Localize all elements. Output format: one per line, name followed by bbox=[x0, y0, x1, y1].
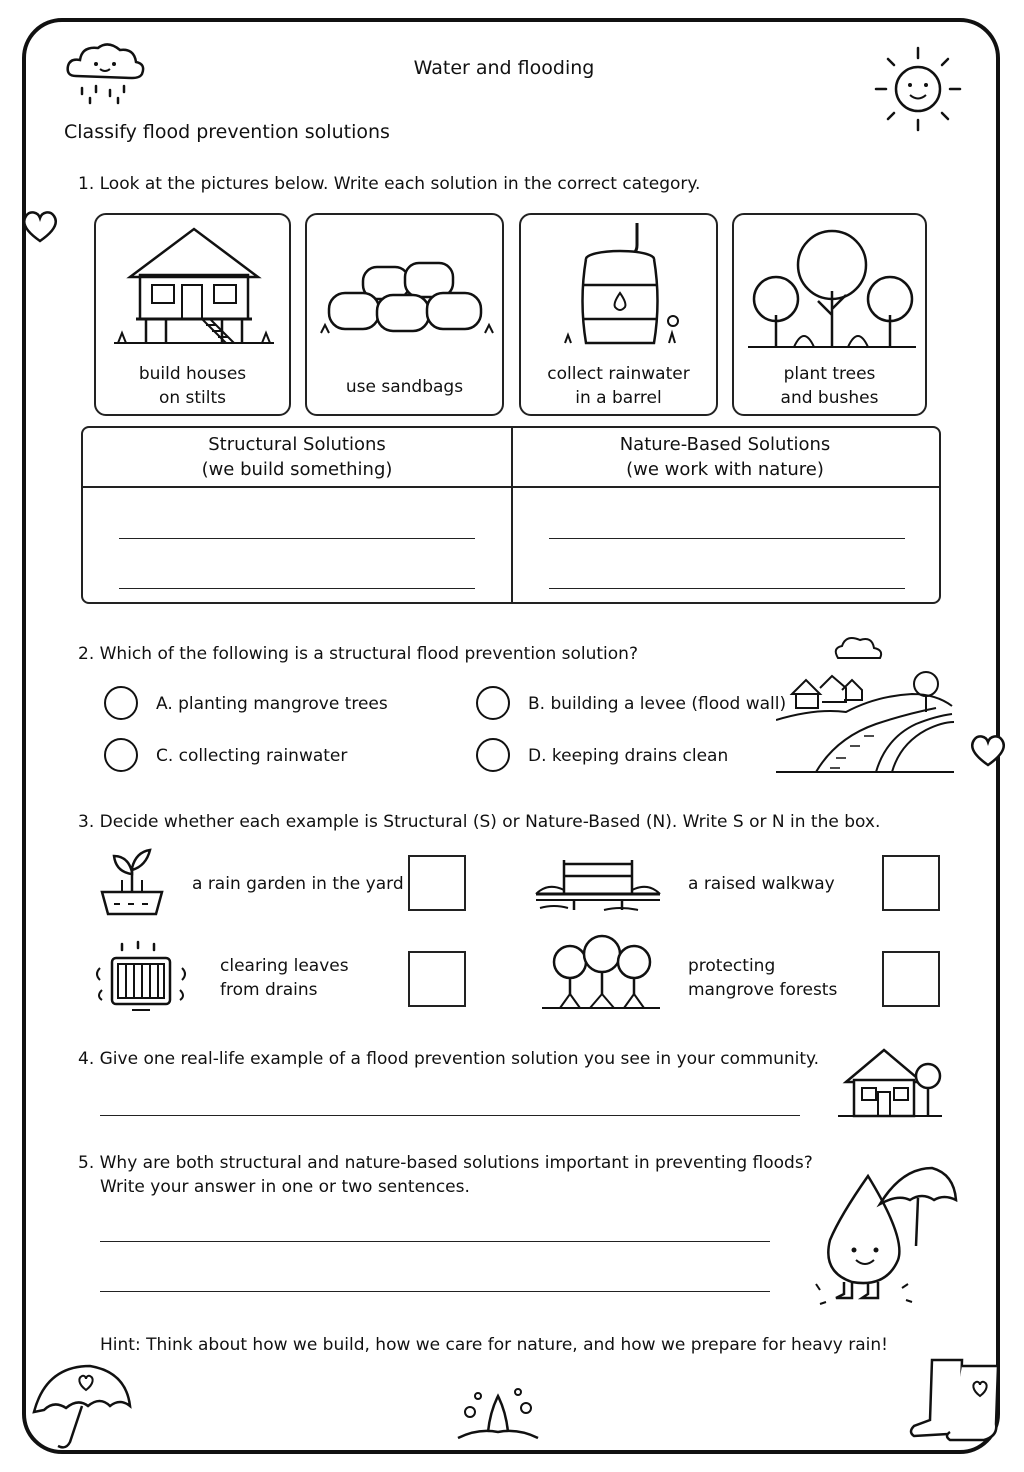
hint-text: Hint: Think about how we build, how we care for nature, and how we prepare for heavy rain! bbox=[100, 1335, 888, 1355]
option-a-label: A. planting mangrove trees bbox=[156, 694, 388, 714]
card-label-line2: and bushes bbox=[780, 388, 879, 408]
option-c-radio[interactable] bbox=[104, 738, 138, 772]
card-label-line1: build houses bbox=[138, 364, 247, 384]
question-5-answer-line-1[interactable] bbox=[100, 1241, 770, 1242]
house-icon bbox=[838, 1044, 944, 1122]
card-label-line2: on stilts bbox=[158, 388, 227, 408]
example-drains-label-line1: clearing leaves bbox=[220, 956, 349, 976]
page-title: Water and flooding bbox=[413, 57, 595, 79]
structural-answer-line-2[interactable] bbox=[119, 588, 475, 589]
splash-icon bbox=[448, 1382, 548, 1444]
rain-boots-icon bbox=[904, 1356, 1004, 1442]
classification-table bbox=[81, 426, 941, 604]
trees-icon bbox=[734, 215, 929, 365]
card-rain-barrel bbox=[519, 213, 718, 416]
drain-icon bbox=[92, 938, 190, 1018]
card-label-line1: collect rainwater bbox=[547, 364, 690, 384]
option-d-label: D. keeping drains clean bbox=[528, 746, 729, 766]
example-drains-label-line2: from drains bbox=[220, 980, 318, 1000]
option-b-label: B. building a levee (flood wall) bbox=[528, 694, 787, 714]
raised-walkway-icon bbox=[534, 854, 662, 914]
example-mangrove-label-line1: protecting bbox=[688, 956, 776, 976]
option-c-label: C. collecting rainwater bbox=[156, 746, 348, 766]
table-header-divider bbox=[83, 486, 939, 488]
mangrove-icon bbox=[540, 934, 662, 1014]
heart-icon bbox=[20, 208, 60, 244]
nature-subtitle: (we work with nature) bbox=[626, 459, 824, 480]
card-sandbags bbox=[305, 213, 504, 416]
levee-landscape-icon bbox=[776, 628, 956, 776]
question-5-answer-line-2[interactable] bbox=[100, 1291, 770, 1292]
umbrella-icon bbox=[26, 1360, 134, 1452]
card-label-line1: plant trees bbox=[783, 364, 876, 384]
card-label-line2: in a barrel bbox=[575, 388, 662, 408]
option-d-radio[interactable] bbox=[476, 738, 510, 772]
rain-barrel-icon bbox=[521, 215, 720, 365]
nature-title: Nature-Based Solutions bbox=[619, 434, 831, 455]
answer-box-drains[interactable] bbox=[408, 951, 466, 1007]
question-2-prompt: 2. Which of the following is a structural flood prevention solution? bbox=[78, 644, 638, 664]
example-rain-garden-label: a rain garden in the yard bbox=[192, 874, 404, 894]
structural-header bbox=[83, 432, 511, 482]
nature-header bbox=[511, 432, 939, 482]
answer-box-walkway[interactable] bbox=[882, 855, 940, 911]
question-4-answer-line[interactable] bbox=[100, 1115, 800, 1116]
card-stilt-house bbox=[94, 213, 291, 416]
structural-title: Structural Solutions bbox=[208, 434, 386, 455]
question-4-prompt: 4. Give one real-life example of a flood prevention solution you see in your community. bbox=[78, 1049, 820, 1069]
question-5-prompt-line2: Write your answer in one or two sentences. bbox=[100, 1177, 470, 1197]
worksheet-subtitle: Classify flood prevention solutions bbox=[64, 121, 390, 143]
question-5-prompt-line1: 5. Why are both structural and nature-based solutions important in preventing floods? bbox=[78, 1153, 813, 1173]
rain-garden-icon bbox=[98, 846, 166, 920]
card-label-line1: use sandbags bbox=[345, 377, 464, 397]
answer-box-mangrove[interactable] bbox=[882, 951, 940, 1007]
answer-box-rain-garden[interactable] bbox=[408, 855, 466, 911]
example-walkway-label: a raised walkway bbox=[688, 874, 835, 894]
question-1-prompt: 1. Look at the pictures below. Write each solution in the correct category. bbox=[78, 174, 701, 194]
nature-answer-line-1[interactable] bbox=[549, 538, 905, 539]
structural-subtitle: (we build something) bbox=[201, 459, 393, 480]
question-3-prompt: 3. Decide whether each example is Structural (S) or Nature-Based (N). Write S or N in the box. bbox=[78, 812, 881, 832]
structural-answer-line-1[interactable] bbox=[119, 538, 475, 539]
option-a-radio[interactable] bbox=[104, 686, 138, 720]
water-drop-umbrella-icon bbox=[806, 1160, 960, 1310]
option-b-radio[interactable] bbox=[476, 686, 510, 720]
sandbags-icon bbox=[307, 215, 506, 365]
example-mangrove-label-line2: mangrove forests bbox=[688, 980, 838, 1000]
card-trees bbox=[732, 213, 927, 416]
nature-answer-line-2[interactable] bbox=[549, 588, 905, 589]
heart-icon bbox=[968, 732, 1008, 768]
stilt-house-icon bbox=[96, 215, 293, 365]
